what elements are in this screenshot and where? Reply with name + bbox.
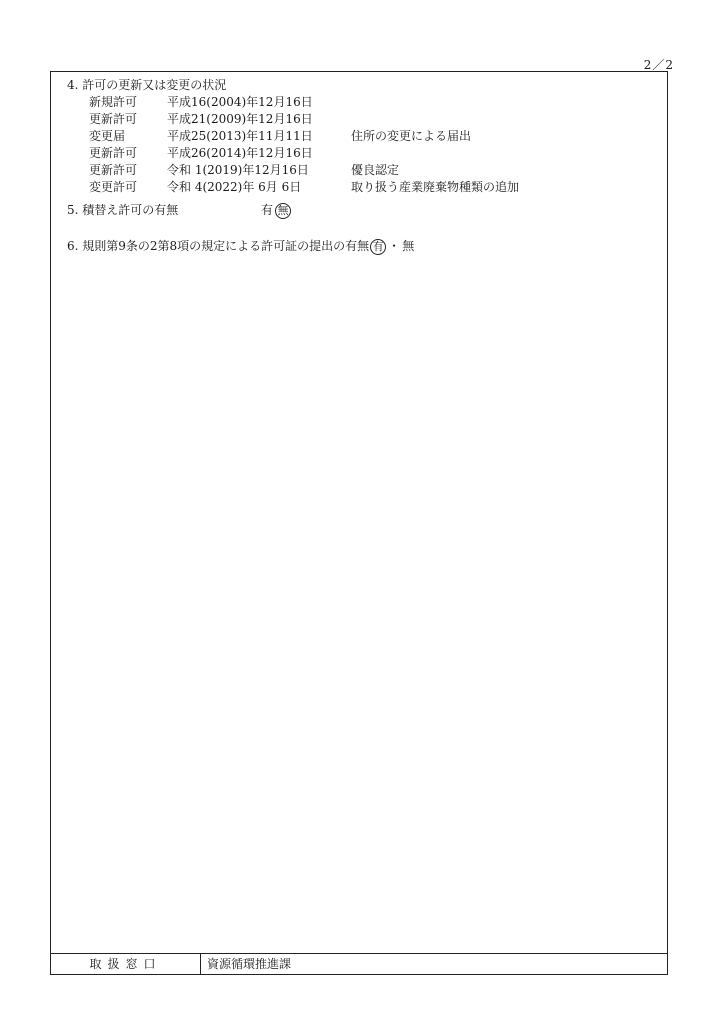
section-4-title: 4. 許可の更新又は変更の状況 xyxy=(67,78,227,92)
history-note xyxy=(351,94,657,111)
contact-footer xyxy=(51,953,667,974)
history-note xyxy=(351,145,657,162)
history-date: 令和 4(2022)年 6月 6日 xyxy=(167,180,302,194)
history-type: 新規許可 xyxy=(89,95,138,109)
history-date: 平成26(2014)年12月16日 xyxy=(167,146,313,160)
history-note xyxy=(351,111,657,128)
section-certificate-submission xyxy=(67,238,657,255)
history-date: 令和 1(2019)年12月16日 xyxy=(167,163,309,177)
option-separator: ・ xyxy=(388,239,401,253)
history-row xyxy=(89,179,657,196)
history-row xyxy=(89,162,657,179)
permit-history-list xyxy=(89,94,657,196)
transfer-option-yes: 有 xyxy=(261,203,274,217)
history-type: 変更届 xyxy=(89,129,126,143)
submission-option-no: 無 xyxy=(402,239,415,253)
history-row xyxy=(89,111,657,128)
history-type: 更新許可 xyxy=(89,112,138,126)
section-permit-history xyxy=(67,77,657,196)
history-type: 更新許可 xyxy=(89,146,138,160)
history-date: 平成21(2009)年12月16日 xyxy=(167,112,313,126)
page-number: 2／2 xyxy=(643,58,674,72)
history-note: 住所の変更による届出 xyxy=(351,129,472,143)
history-note: 取り扱う産業廃棄物種類の追加 xyxy=(351,180,520,194)
document-content xyxy=(67,77,657,255)
history-row xyxy=(89,145,657,162)
document-frame xyxy=(50,71,668,975)
transfer-option-no-circled: 無 xyxy=(275,203,291,219)
history-date: 平成16(2004)年12月16日 xyxy=(167,95,313,109)
history-type: 更新許可 xyxy=(89,163,138,177)
contact-window-label: 取扱窓口 xyxy=(51,954,201,974)
history-note: 優良認定 xyxy=(351,163,400,177)
contact-window-value: 資源循環推進課 xyxy=(207,957,292,971)
history-date: 平成25(2013)年11月11日 xyxy=(167,129,313,143)
section-transfer-permit xyxy=(67,202,657,219)
submission-option-yes-circled: 有 xyxy=(370,239,386,255)
history-row xyxy=(89,94,657,111)
history-row xyxy=(89,128,657,145)
section-6-label: 6. 規則第9条の2第8項の規定による許可証の提出の有無 xyxy=(67,239,370,253)
section-5-label: 5. 積替え許可の有無 xyxy=(67,203,179,217)
history-type: 変更許可 xyxy=(89,180,138,194)
